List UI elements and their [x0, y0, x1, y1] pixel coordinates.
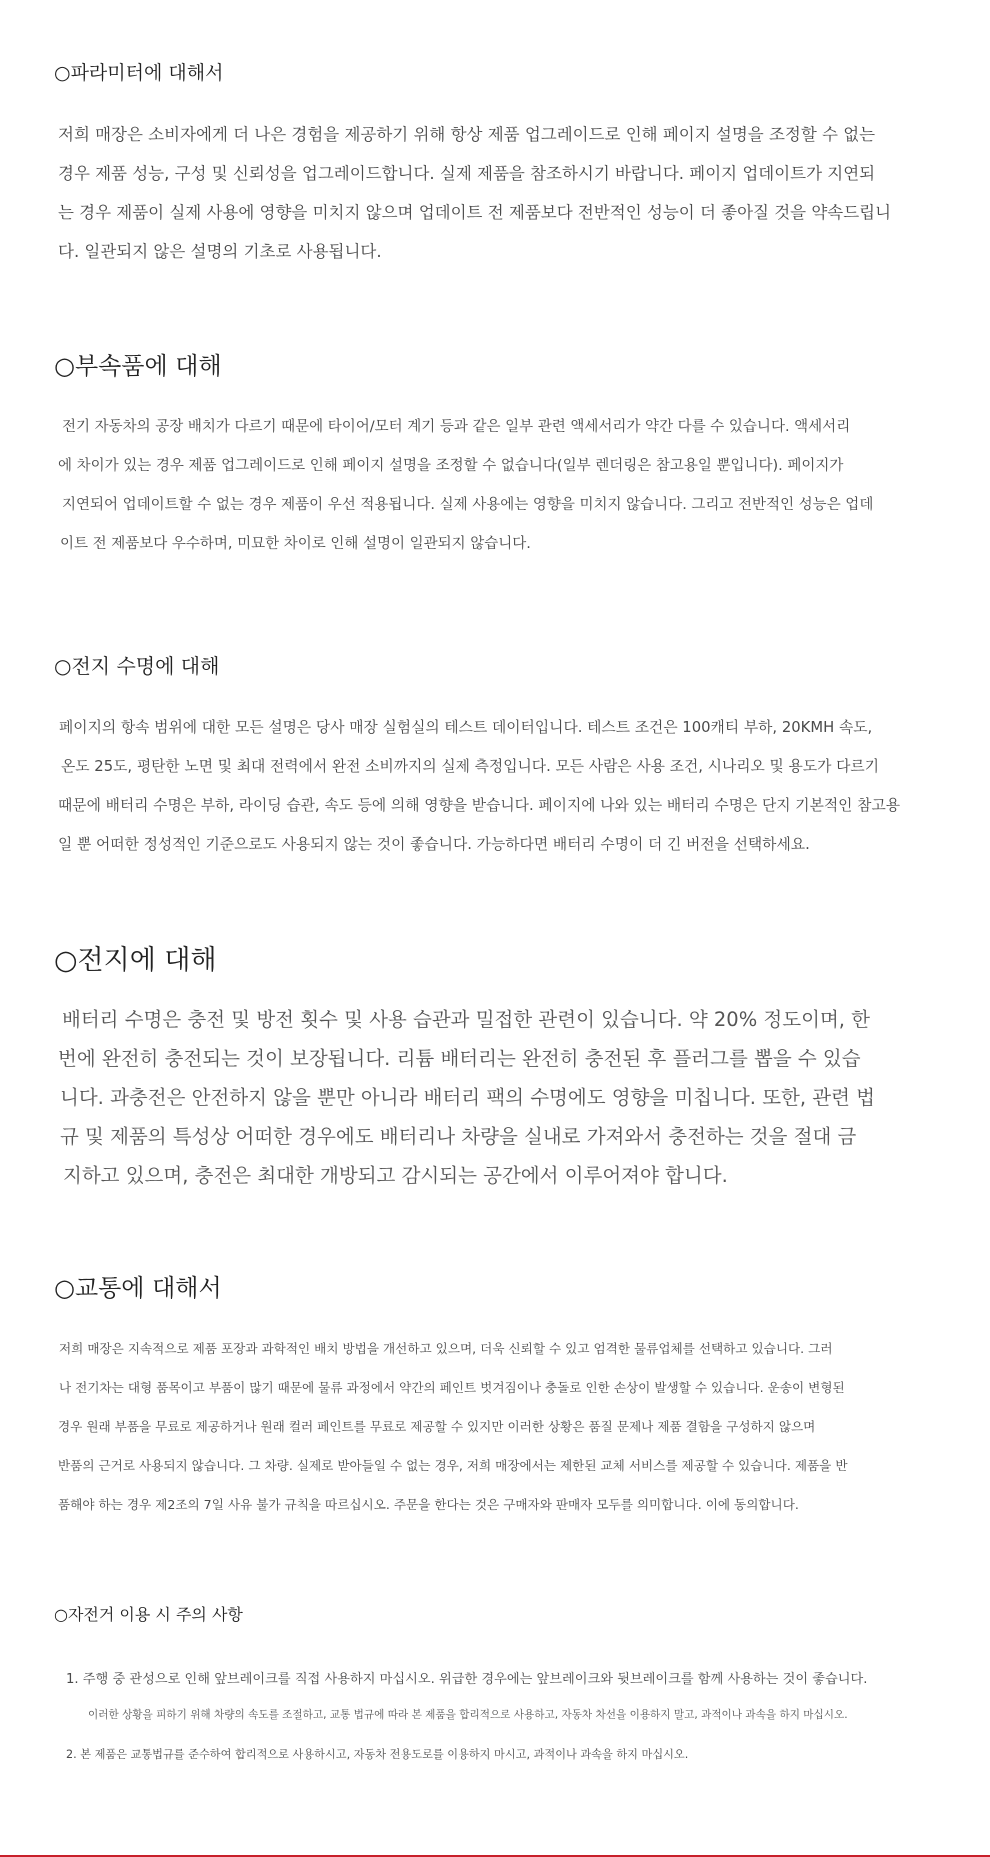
paragraph-line: 나 전기차는 대형 품목이고 부품이 많기 때문에 물류 과정에서 약간의 페인트 벗겨짐이나 충돌로 인한 손상이 발생할 수 있습니다. 운송이 변형된: [59, 1380, 845, 1395]
paragraph-line: 저희 매장은 지속적으로 제품 포장과 과학적인 배치 방법을 개선하고 있으며, 더욱 신뢰할 수 있고 엄격한 물류업체를 선택하고 있습니다. 그러: [59, 1341, 833, 1356]
paragraph-line: 전기 자동차의 공장 배치가 다르기 때문에 타이어/모터 계기 등과 같은 일부 관련 액세서리가 약간 다를 수 있습니다. 액세서리: [62, 419, 851, 435]
paragraph-line: 일 뿐 어떠한 정성적인 기준으로도 사용되지 않는 것이 좋습니다. 가능하다면 배터리 수명이 더 긴 버전을 선택하세요.: [58, 836, 810, 853]
caution-item-1: 1. 주행 중 관성으로 인해 앞브레이크를 직접 사용하지 마십시오. 위급한 경우에는 앞브레이크와 뒷브레이크를 함께 사용하는 것이 좋습니다.: [66, 1672, 868, 1687]
paragraph-line: 규 및 제품의 특성상 어떠한 경우에도 배터리나 차량을 실내로 가져와서 충전하는 것을 절대 금: [60, 1125, 857, 1148]
section-heading: ○전지에 대해: [54, 945, 217, 976]
paragraph-line: 품해야 하는 경우 제2조의 7일 사유 불가 규칙을 따르십시오. 주문을 한다는 것은 구매자와 판매자 모두를 의미합니다. 이에 동의합니다.: [58, 1497, 799, 1512]
paragraph-line: 배터리 수명은 충전 및 방전 횟수 및 사용 습관과 밀접한 관련이 있습니다. 약 20% 정도이며, 한: [62, 1008, 871, 1031]
section-heading: ○파라미터에 대해서: [54, 62, 224, 84]
paragraph-line: 이트 전 제품보다 우수하며, 미묘한 차이로 인해 설명이 일관되지 않습니다.: [60, 536, 531, 552]
paragraph-line: 니다. 과충전은 안전하지 않을 뿐만 아니라 배터리 팩의 수명에도 영향을 미칩니다. 또한, 관련 법: [60, 1086, 875, 1109]
paragraph-line: 는 경우 제품이 실제 사용에 영향을 미치지 않으며 업데이트 전 제품보다 전반적인 성능이 더 좋아질 것을 약속드립니: [58, 203, 892, 222]
section-heading: ○부속품에 대해: [54, 352, 222, 380]
section-heading: ○교통에 대해서: [54, 1274, 222, 1302]
paragraph-line: 지하고 있으며, 충전은 최대한 개방되고 감시되는 공간에서 이루어져야 합니다.: [63, 1164, 728, 1187]
section-heading: ○자전거 이용 시 주의 사항: [54, 1605, 243, 1624]
paragraph-line: 저희 매장은 소비자에게 더 나은 경험을 제공하기 위해 항상 제품 업그레이드로 인해 페이지 설명을 조정할 수 없는: [58, 125, 876, 144]
paragraph-line: 번에 완전히 충전되는 것이 보장됩니다. 리튬 배터리는 완전히 충전된 후 플러그를 뽑을 수 있습: [58, 1047, 861, 1070]
paragraph-line: 경우 원래 부품을 무료로 제공하거나 원래 컬러 페인트를 무료로 제공할 수 있지만 이러한 상황은 품질 문제나 제품 결함을 구성하지 않으며: [58, 1419, 816, 1434]
section-heading: ○전지 수명에 대해: [54, 654, 220, 678]
caution-item-2: 2. 본 제품은 교통법규를 준수하여 합리적으로 사용하시고, 자동차 전용도로를 이용하지 마시고, 과적이나 과속을 하지 마십시오.: [66, 1748, 689, 1761]
paragraph-line: 반품의 근거로 사용되지 않습니다. 그 차량. 실제로 받아들일 수 없는 경우, 저희 매장에서는 제한된 교체 서비스를 제공할 수 있습니다. 제품을 반: [58, 1458, 848, 1473]
paragraph-line: 지연되어 업데이트할 수 없는 경우 제품이 우선 적용됩니다. 실제 사용에는 영향을 미치지 않습니다. 그리고 전반적인 성능은 업데: [62, 497, 874, 513]
paragraph-line: 경우 제품 성능, 구성 및 신뢰성을 업그레이드합니다. 실제 제품을 참조하시기 바랍니다. 페이지 업데이트가 지연되: [58, 164, 876, 183]
paragraph-line: 다. 일관되지 않은 설명의 기초로 사용됩니다.: [58, 242, 382, 261]
caution-item-1-detail: 이러한 상황을 피하기 위해 차량의 속도를 조절하고, 교통 법규에 따라 본 제품을 합리적으로 사용하고, 자동차 차선을 이용하지 말고, 과적이나 과속을 하지 마십시오.: [88, 1709, 848, 1721]
paragraph-line: 온도 25도, 평탄한 노면 및 최대 전력에서 완전 소비까지의 실제 측정입니다. 모든 사람은 사용 조건, 시나리오 및 용도가 다르기: [61, 758, 880, 775]
paragraph-line: 때문에 배터리 수명은 부하, 라이딩 습관, 속도 등에 의해 영향을 받습니다. 페이지에 나와 있는 배터리 수명은 단지 기본적인 참고용: [58, 797, 901, 814]
paragraph-line: 페이지의 항속 범위에 대한 모든 설명은 당사 매장 실험실의 테스트 데이터입니다. 테스트 조건은 100캐티 부하, 20KMH 속도,: [59, 719, 873, 736]
paragraph-line: 에 차이가 있는 경우 제품 업그레이드로 인해 페이지 설명을 조정할 수 없습니다(일부 렌더링은 참고용일 뿐입니다). 페이지가: [58, 458, 844, 474]
